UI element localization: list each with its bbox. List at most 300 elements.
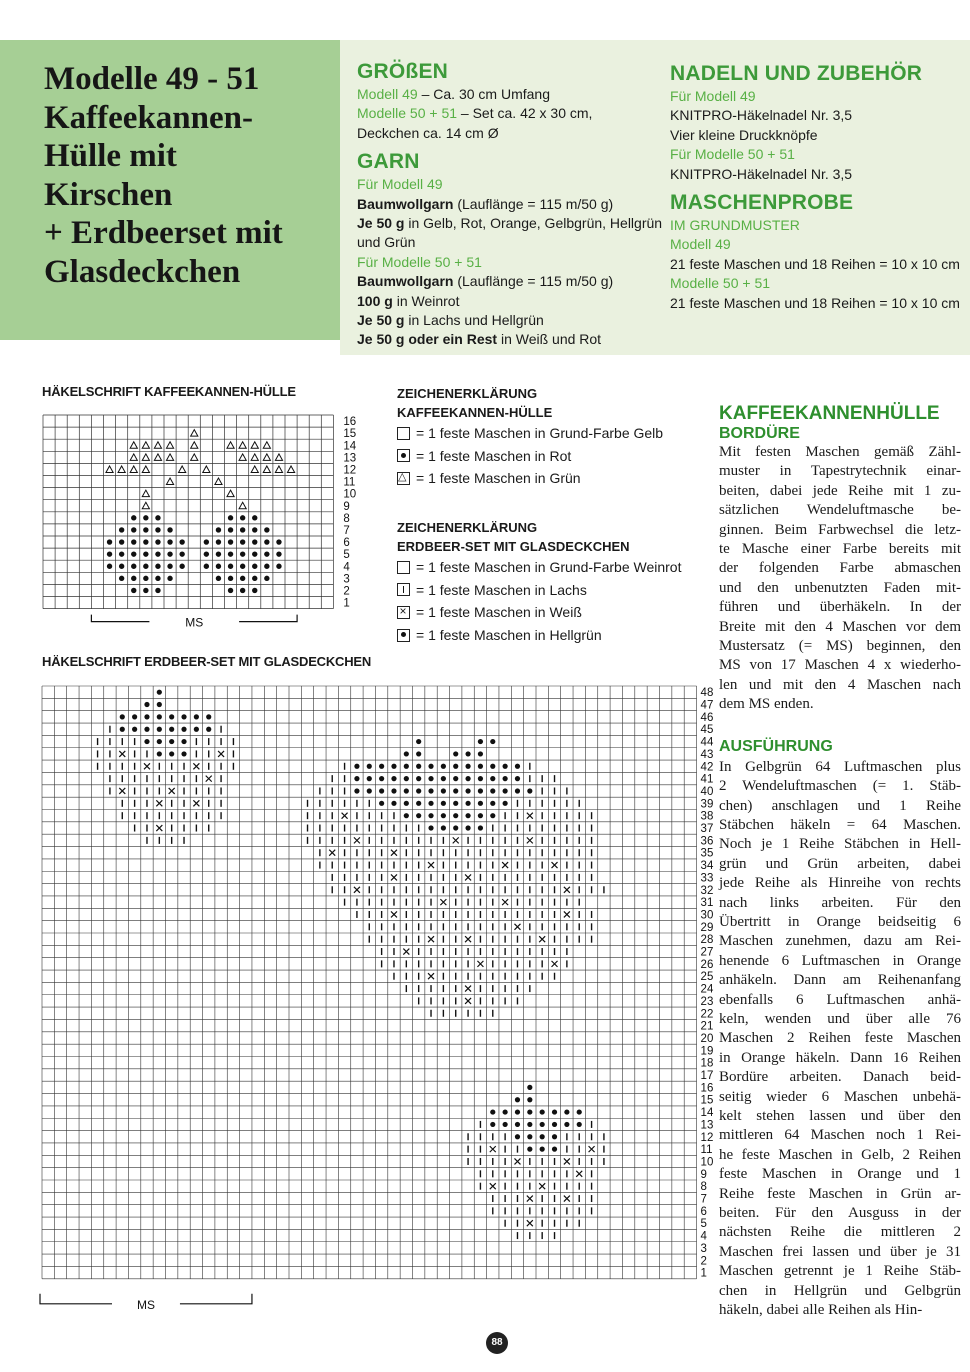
red-stitch-mark	[276, 564, 281, 569]
hellgruen-stitch-mark	[181, 739, 186, 744]
empty-square-icon	[397, 427, 410, 440]
chart2-row-label: 17	[700, 1070, 714, 1083]
border-paragraph	[719, 443, 961, 715]
yarn-heading: GARN	[357, 150, 420, 174]
needles-c: KNITPRO-Häkelnadel Nr. 3,5	[670, 165, 853, 182]
yarn-e-bold: 100 g	[357, 292, 393, 309]
weiss-stitch-mark	[403, 949, 409, 955]
hellgruen-stitch-mark	[416, 739, 421, 744]
execution-text-line: Maschen frei lassen und über je 31	[719, 1243, 961, 1260]
hellgruen-stitch-mark	[465, 776, 470, 781]
red-stitch-mark	[252, 515, 257, 520]
chart2-row-label: 45	[700, 724, 714, 737]
hellgruen-stitch-mark	[540, 1134, 545, 1139]
weiss-stitch-mark	[206, 776, 212, 782]
hellgruen-stitch-mark	[515, 1122, 520, 1127]
hellgruen-stitch-mark	[503, 764, 508, 769]
green-stitch-mark	[239, 442, 246, 449]
red-stitch-mark	[240, 576, 245, 581]
chart1-row-label: 2	[343, 585, 350, 598]
chart1-title: HÄKELSCHRIFT KAFFEEKANNEN-HÜLLE	[42, 384, 296, 399]
needles-sub-49: Für Modell 49	[670, 88, 756, 104]
weiss-stitch-mark	[428, 936, 434, 942]
hellgruen-stitch-mark	[441, 776, 446, 781]
hellgruen-stitch-mark	[478, 813, 483, 818]
hellgruen-stitch-mark	[416, 764, 421, 769]
legend1-item-rot	[397, 445, 697, 468]
weiss-stitch-mark	[502, 862, 508, 868]
execution-text-line: In Gelbgrün 64 Luftmaschen plus	[719, 758, 961, 775]
hellgruen-stitch-mark	[379, 764, 384, 769]
green-stitch-mark	[142, 502, 149, 509]
execution-text-line: nach links arbeiten. Für den	[719, 894, 961, 911]
triangle-square-icon	[397, 472, 410, 485]
execution-text-line: Noch je 1 Reihe Stäbchen in Hell-	[719, 836, 961, 853]
hellgruen-stitch-mark	[132, 727, 137, 732]
hellgruen-stitch-mark	[391, 801, 396, 806]
ms-bracket	[239, 615, 297, 622]
weiss-stitch-mark	[156, 825, 162, 831]
red-stitch-mark	[228, 564, 233, 569]
red-stitch-mark	[107, 564, 112, 569]
gauge-sub-2: Modell 49	[670, 236, 731, 253]
gauge-b: 21 feste Maschen und 18 Reihen = 10 x 10 cm	[670, 294, 960, 311]
red-stitch-mark	[155, 539, 160, 544]
legend2	[397, 518, 697, 646]
hellgruen-stitch-mark	[157, 727, 162, 732]
weiss-stitch-mark	[527, 1196, 533, 1202]
border-text-line: muster in Tapestrytechnik einar-	[719, 463, 961, 480]
weiss-stitch-mark	[169, 788, 175, 794]
red-stitch-mark	[216, 551, 221, 556]
weiss-stitch-mark	[527, 813, 533, 819]
red-stitch-mark	[228, 551, 233, 556]
execution-text-line: he feste Maschen in Gelb, 2 Reihen	[719, 1146, 961, 1163]
ms-bracket	[40, 1294, 112, 1304]
weiss-stitch-mark	[119, 751, 125, 757]
weiss-stitch-mark	[465, 986, 471, 992]
red-stitch-mark	[143, 564, 148, 569]
execution-text-line: nächsten Reihe die mittleren 2	[719, 1224, 961, 1241]
weiss-stitch-mark	[156, 800, 162, 806]
hellgruen-stitch-mark	[169, 739, 174, 744]
border-text-line: Breite mit den 4 Maschen vor dem	[719, 618, 961, 635]
execution-paragraph	[719, 758, 961, 1321]
hellgruen-stitch-mark	[428, 825, 433, 830]
hellgruen-stitch-mark	[428, 788, 433, 793]
hellgruen-stitch-mark	[453, 801, 458, 806]
hellgruen-stitch-mark	[354, 776, 359, 781]
chart2-row-label: 13	[700, 1119, 714, 1132]
red-stitch-mark	[216, 527, 221, 532]
chart2-row-label: 37	[700, 823, 714, 836]
weiss-stitch-mark	[391, 874, 397, 880]
green-stitch-mark	[154, 442, 161, 449]
green-stitch-mark	[203, 466, 210, 473]
chart2-row-label: 12	[700, 1131, 714, 1144]
green-stitch-mark	[263, 454, 270, 461]
weiss-stitch-mark	[440, 899, 446, 905]
hellgruen-stitch-mark	[490, 739, 495, 744]
chart2-grid	[36, 682, 714, 1322]
title-line: + Erdbeerset mit	[44, 215, 283, 252]
chart2-row-label: 33	[700, 872, 714, 885]
border-text-line: dem MS enden.	[719, 696, 814, 713]
chart2-row-label: 32	[700, 884, 714, 897]
hellgruen-stitch-mark	[354, 764, 359, 769]
hellgruen-stitch-mark	[144, 702, 149, 707]
chart2-row-label: 24	[700, 983, 714, 996]
chart1-row-label: 1	[343, 597, 350, 610]
chart2-row-label: 26	[700, 958, 714, 971]
hellgruen-stitch-mark	[503, 1122, 508, 1127]
legend1-item-gelb-label: = 1 feste Maschen in Grund-Farbe Gelb	[416, 425, 664, 442]
legend2-item-hellgruen	[397, 624, 697, 647]
border-text-line: sätzlichen Wendeluftmasche be-	[719, 502, 961, 519]
yarn-b-text: in Gelb, Rot, Orange, Gelbgrün, Hellgrün	[404, 215, 663, 232]
green-stitch-mark	[166, 454, 173, 461]
chart2-row-label: 27	[700, 946, 714, 959]
chart2-row-label: 23	[700, 995, 714, 1008]
border-text-line: len und mit den 4 Maschen nach	[719, 676, 961, 693]
red-stitch-mark	[252, 576, 257, 581]
hellgruen-stitch-mark	[157, 714, 162, 719]
execution-text-line: seitig wieder 6 Maschen unbehä-	[719, 1088, 961, 1105]
execution-text-line: beiten. Für den Ausguss in der	[719, 1205, 961, 1222]
weiss-stitch-mark	[428, 862, 434, 868]
hellgruen-stitch-mark	[527, 1122, 532, 1127]
chart2-row-label: 48	[700, 687, 714, 700]
border-heading: BORDÜRE	[719, 425, 800, 442]
red-stitch-mark	[252, 539, 257, 544]
hellgruen-stitch-mark	[194, 714, 199, 719]
empty-square-icon	[397, 561, 410, 574]
hellgruen-stitch-mark	[379, 801, 384, 806]
hellgruen-stitch-mark	[206, 714, 211, 719]
gauge-sub-1: IM GRUNDMUSTER	[670, 217, 800, 234]
red-stitch-mark	[179, 539, 184, 544]
hellgruen-stitch-mark	[404, 776, 409, 781]
chart2-row-label: 31	[700, 897, 714, 910]
red-stitch-mark	[167, 564, 172, 569]
weiss-stitch-mark	[391, 850, 397, 856]
hellgruen-stitch-mark	[181, 751, 186, 756]
red-stitch-mark	[179, 564, 184, 569]
hellgruen-stitch-mark	[465, 801, 470, 806]
hellgruen-stitch-mark	[132, 714, 137, 719]
hellgruen-stitch-mark	[144, 739, 149, 744]
execution-text-line: grün und Grün arbeiten, dabei	[719, 855, 961, 872]
title-line: Kaffeekannen-	[44, 99, 253, 136]
weiss-stitch-mark	[119, 788, 125, 794]
chart2-row-label: 41	[700, 773, 714, 786]
red-stitch-mark	[131, 564, 136, 569]
execution-text-line: Bordüre arbeiten. Danach beid-	[719, 1069, 961, 1086]
hellgruen-stitch-mark	[465, 751, 470, 756]
instructions-heading: KAFFEEKANNENHÜLLE	[719, 403, 940, 424]
weiss-stitch-mark	[453, 837, 459, 843]
green-stitch-mark	[239, 454, 246, 461]
green-stitch-mark	[118, 466, 125, 473]
red-stitch-mark	[204, 564, 209, 569]
hellgruen-stitch-mark	[515, 1109, 520, 1114]
hellgruen-stitch-mark	[490, 764, 495, 769]
chart2-row-label: 42	[700, 761, 714, 774]
execution-text-line: 2 Wendeluftmaschen (= 1. Stäb-	[719, 778, 961, 795]
execution-text-line: in Orange häkeln. Dann 16 Reihen	[719, 1049, 961, 1066]
red-stitch-mark	[240, 527, 245, 532]
green-stitch-mark	[130, 454, 137, 461]
red-stitch-mark	[143, 539, 148, 544]
green-stitch-mark	[191, 442, 198, 449]
hellgruen-stitch-mark	[157, 690, 162, 695]
legend2-item-lachs-label: = 1 feste Maschen in Lachs	[416, 581, 587, 598]
chart2-row-label: 9	[700, 1168, 707, 1181]
weiss-stitch-mark	[527, 1220, 533, 1226]
red-stitch-mark	[131, 576, 136, 581]
green-stitch-mark	[227, 490, 234, 497]
hellgruen-stitch-mark	[404, 813, 409, 818]
red-stitch-mark	[155, 588, 160, 593]
red-stitch-mark	[143, 515, 148, 520]
hellgruen-stitch-mark	[441, 825, 446, 830]
green-stitch-mark	[251, 442, 258, 449]
green-stitch-mark	[142, 442, 149, 449]
red-stitch-mark	[228, 576, 233, 581]
hellgruen-stitch-mark	[465, 825, 470, 830]
border-text-line: MS von 17 Maschen 4 x wiederho-	[719, 657, 961, 674]
red-stitch-mark	[131, 539, 136, 544]
hellgruen-stitch-mark	[540, 1109, 545, 1114]
chart2-row-label: 10	[700, 1156, 714, 1169]
chart1-row-label: 11	[343, 476, 356, 489]
hellgruen-stitch-mark	[416, 801, 421, 806]
green-stitch-mark	[106, 466, 113, 473]
page-title	[44, 60, 334, 292]
red-stitch-mark	[155, 527, 160, 532]
green-stitch-mark	[251, 466, 258, 473]
green-stitch-mark	[263, 442, 270, 449]
execution-text-line: jede Reihe als Hinreihe von rechts	[719, 875, 961, 892]
weiss-stitch-mark	[144, 763, 150, 769]
green-stitch-mark	[215, 478, 222, 485]
legend1-item-gruen	[397, 467, 697, 490]
title-line: Glasdeckchen	[44, 253, 241, 290]
weiss-stitch-mark	[354, 887, 360, 893]
hellgruen-stitch-mark	[577, 1122, 582, 1127]
weiss-stitch-mark	[564, 1196, 570, 1202]
ms-bracket	[180, 1294, 252, 1304]
yarn-g-bold: Je 50 g oder ein Rest	[357, 331, 498, 348]
yarn-sub-49: Für Modell 49	[357, 176, 443, 193]
legend2-item-hellgruen-label: = 1 feste Maschen in Hellgrün	[416, 627, 602, 644]
hellgruen-stitch-mark	[144, 727, 149, 732]
hellgruen-stitch-mark	[404, 751, 409, 756]
hellgruen-stitch-mark	[552, 1122, 557, 1127]
hellgruen-stitch-mark	[157, 702, 162, 707]
yarn-g-text: in Weiß und Rot	[497, 331, 602, 348]
hellgruen-stitch-mark	[478, 825, 483, 830]
chart2-row-label: 2	[700, 1255, 707, 1268]
red-stitch-mark	[228, 515, 233, 520]
yarn-sub-50-51: Für Modelle 50 + 51	[357, 253, 482, 270]
weiss-stitch-mark	[354, 837, 360, 843]
chart1-row-label: 14	[343, 440, 357, 453]
red-stitch-mark	[276, 539, 281, 544]
red-stitch-mark	[119, 551, 124, 556]
red-stitch-mark	[107, 539, 112, 544]
hellgruen-stitch-mark	[428, 813, 433, 818]
chart1-row-label: 4	[343, 561, 350, 574]
red-stitch-mark	[228, 527, 233, 532]
red-stitch-mark	[276, 551, 281, 556]
hellgruen-stitch-mark	[503, 776, 508, 781]
chart1-row-label: 5	[343, 549, 350, 562]
hellgruen-stitch-mark	[194, 727, 199, 732]
red-stitch-mark	[155, 576, 160, 581]
gauge-heading: MASCHENPROBE	[670, 191, 854, 215]
hellgruen-stitch-mark	[515, 1134, 520, 1139]
chart1-row-label: 10	[343, 488, 357, 501]
red-stitch-mark	[240, 588, 245, 593]
chart2-row-label: 40	[700, 785, 714, 798]
green-stitch-mark	[275, 466, 282, 473]
chart2-row-label: 35	[700, 847, 714, 860]
green-stitch-mark	[191, 430, 198, 437]
execution-text-line: ebenfalls 6 Luftmaschen anhä-	[719, 991, 961, 1008]
legend2-subheading: ERDBEER-SET MIT GLASDECKCHEN	[397, 539, 630, 554]
border-text-line: und den unbenutzten Faden mit-	[719, 579, 961, 596]
hellgruen-stitch-mark	[490, 776, 495, 781]
weiss-stitch-mark	[564, 887, 570, 893]
weiss-stitch-mark	[527, 837, 533, 843]
execution-text-line: henende 6 Luftmaschen in Orange	[719, 952, 961, 969]
weiss-stitch-mark	[490, 1183, 496, 1189]
hellgruen-stitch-mark	[416, 788, 421, 793]
chart1-row-label: 8	[343, 512, 350, 525]
weiss-stitch-mark	[589, 1146, 595, 1152]
hellgruen-stitch-mark	[453, 825, 458, 830]
chart1-row-label: 6	[343, 537, 350, 550]
chart1-ms-label: MS	[185, 615, 204, 630]
red-stitch-mark	[264, 527, 269, 532]
chart2-row-label: 43	[700, 748, 714, 761]
hellgruen-stitch-mark	[478, 739, 483, 744]
red-stitch-mark	[216, 564, 221, 569]
legend2-item-weiss	[397, 601, 697, 624]
sizes-model-50-51: Modelle 50 + 51	[357, 105, 458, 122]
yarn-d-bold: Baumwollgarn	[357, 273, 454, 290]
yarn-a-bold: Baumwollgarn	[357, 195, 454, 212]
border-text-line: Mustersatz (= MS) beginnen, den	[719, 638, 961, 655]
chart1-grid	[40, 410, 380, 640]
green-stitch-mark	[287, 466, 294, 473]
yarn-e-text: in Weinrot	[392, 292, 460, 309]
execution-text-line: chen in Hellgrün und Gelbgrün	[719, 1282, 961, 1299]
legend2-heading: ZEICHENERKLÄRUNG	[397, 520, 538, 535]
red-stitch-mark	[228, 539, 233, 544]
chart1-row-label: 16	[343, 416, 357, 429]
red-stitch-mark	[240, 539, 245, 544]
legend1-subheading: KAFFEEKANNEN-HÜLLE	[397, 405, 553, 420]
instructions-column	[719, 403, 961, 1320]
needles-sub-50-51: Für Modelle 50 + 51	[670, 146, 795, 163]
hellgruen-stitch-mark	[404, 801, 409, 806]
red-stitch-mark	[119, 564, 124, 569]
hellgruen-stitch-mark	[144, 714, 149, 719]
legend1-item-rot-label: = 1 feste Maschen in Rot	[416, 447, 572, 464]
hellgruen-stitch-mark	[503, 788, 508, 793]
red-stitch-mark	[252, 527, 257, 532]
chart2-ms-label: MS	[136, 1297, 155, 1312]
hellgruen-stitch-mark	[120, 714, 125, 719]
chart2-row-label: 20	[700, 1032, 714, 1045]
execution-text-line: Maschen zunehmen, dazu am Rei-	[719, 933, 961, 950]
border-text-line: Mit festen Maschen gemäß Zähl-	[719, 444, 961, 460]
weiss-stitch-mark	[465, 874, 471, 880]
hellgruen-stitch-mark	[379, 788, 384, 793]
red-stitch-mark	[155, 515, 160, 520]
chart2-title: HÄKELSCHRIFT ERDBEER-SET MIT GLASDECKCHEN	[42, 654, 372, 669]
green-stitch-mark	[263, 466, 270, 473]
hellgruen-stitch-mark	[367, 788, 372, 793]
execution-text-line: Übertritt in Orange beidseitig 6	[719, 913, 961, 930]
dot-square-icon	[397, 449, 410, 462]
red-stitch-mark	[252, 551, 257, 556]
hellgruen-stitch-mark	[441, 801, 446, 806]
hellgruen-stitch-mark	[169, 751, 174, 756]
title-line: Modelle 49 - 51	[44, 61, 260, 97]
hellgruen-stitch-mark	[478, 788, 483, 793]
green-stitch-mark	[130, 442, 137, 449]
red-stitch-mark	[143, 527, 148, 532]
execution-text-line: Maschen 2 Reihen feste Maschen	[719, 1030, 961, 1047]
execution-text-line: kelt stehen lassen und über den	[719, 1108, 961, 1124]
yarn-b-bold: Je 50 g	[357, 215, 405, 232]
chart2-row-label: 5	[700, 1218, 707, 1231]
title-panel	[0, 40, 340, 340]
chart2-row-label: 25	[700, 971, 714, 984]
weiss-stitch-mark	[539, 936, 545, 942]
execution-text-line: Reihe feste Maschen in Grün ar-	[719, 1185, 961, 1202]
hellgruen-stitch-mark	[490, 801, 495, 806]
hellgruen-stitch-mark	[169, 714, 174, 719]
chart2-row-label: 8	[700, 1181, 707, 1194]
hellgruen-stitch-mark	[404, 788, 409, 793]
hellgruen-stitch-mark	[577, 1109, 582, 1114]
chart2-row-label: 6	[700, 1205, 707, 1218]
green-stitch-mark	[130, 466, 137, 473]
red-stitch-mark	[264, 539, 269, 544]
hellgruen-stitch-mark	[490, 788, 495, 793]
red-stitch-mark	[179, 551, 184, 556]
green-stitch-mark	[191, 454, 198, 461]
legend1-heading: ZEICHENERKLÄRUNG	[397, 386, 538, 401]
yarn-a-text: (Lauflänge = 115 m/50 g)	[453, 195, 614, 212]
yarn-f-bold: Je 50 g	[357, 312, 405, 329]
chart2-row-label: 38	[700, 810, 714, 823]
sizes-yarn-column	[357, 59, 663, 350]
cross-square-icon	[397, 606, 410, 619]
chart2-row-label: 29	[700, 921, 714, 934]
hellgruen-stitch-mark	[120, 727, 125, 732]
chart2-row-label: 34	[700, 860, 714, 873]
hellgruen-stitch-mark	[478, 801, 483, 806]
hellgruen-stitch-mark	[527, 1134, 532, 1139]
hellgruen-stitch-mark	[453, 751, 458, 756]
yarn-c-text: und Grün	[357, 234, 416, 251]
execution-text-line: mittleren 64 Maschen noch 1 Rei-	[719, 1127, 961, 1144]
